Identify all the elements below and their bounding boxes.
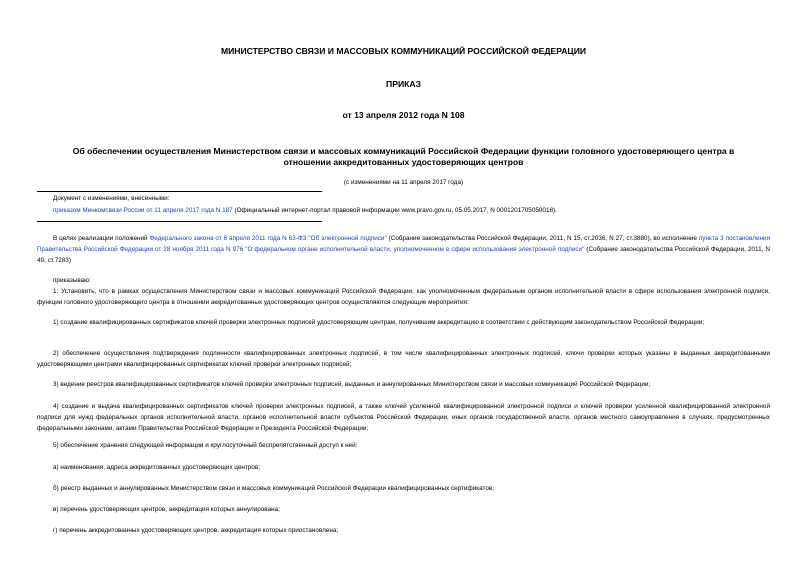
changes-label: Документ с изменениями, внесенными: [53, 195, 170, 202]
federal-law-link[interactable]: Федерального закона от 6 апреля 2011 года N 63-ФЗ "Об электронной подписи" [149, 235, 387, 242]
ministry-heading: МИНИСТЕРСТВО СВЯЗИ И МАССОВЫХ КОММУНИКАЦИЙ РОССИЙСКОЙ ФЕДЕРАЦИИ [220, 46, 587, 56]
preamble-text-3: (Собрание законодательства Российской Федерации, 2011, N 49, ст.7283) [37, 245, 770, 264]
paragraph-subitem-a: а) наименования, адреса аккредитованных удостоверяющих центров; [53, 464, 260, 471]
amending-order-link[interactable]: приказом Минкомсвязи России от 11 апреля 2017 года N 187 [53, 207, 233, 214]
order-word: приказываю: [53, 277, 91, 284]
paragraph-item-1: 1) создание квалифицированных сертификатов ключей проверки электронных подписей удостоверяющим центрам, получившим аккредитацию в соответствии с действующим законодательством Российской Федерации; [53, 319, 705, 326]
paragraph-subitem-b: б) реестр выданных и аннулированных Министерством связи и массовых коммуникаций Российской Федерации квалифицированных сертификатов; [53, 485, 495, 492]
paragraph-item-4: 4) создание и выдача квалифицированных сертификатов ключей проверки электронных подписей, а также ключей усиленной квалифицированной электронной подписи и ключей проверки усиленной квалифицированной электронной подписи для нужд федеральных органов исполнительной власти, органов исполнительной власти субъектов Российской Федерации, иных органов государственной власти, органов местного самоуправления в случаях, предусмотренных федеральными законами, актами Правительства Российской Федерации и Президента Российской Федерации; [37, 403, 770, 432]
amendments-note: (с изменениями на 11 апреля 2017 года) [343, 179, 464, 186]
changes-top-rule [37, 191, 322, 192]
paragraph-subitem-v: в) перечень удостоверяющих центров, аккредитация которых аннулирована; [53, 506, 280, 513]
changes-bottom-rule [37, 221, 322, 222]
preamble-text-1: В целях реализации положений [53, 235, 150, 242]
paragraph-item-5: 5) обеспечение хранения следующей информации и круглосуточный беспрепятственный доступ к ней: [53, 442, 358, 449]
date-number-heading: от 13 апреля 2012 года N 108 [342, 110, 465, 120]
document-title-line-1: Об обеспечении осуществления Министерством связи и массовых коммуникаций Российской Федерации функции головного удостоверяющего центра в [72, 146, 735, 156]
document-title-line-2: отношении аккредитованных удостоверяющих центров [283, 157, 524, 167]
changes-entry-text: (Официальный интернет-портал правовой информации www.pravo.gov.ru, 05.05.2017, N 0001201705050018). [232, 207, 557, 214]
paragraph-subitem-g: г) перечень аккредитованных удостоверяющих центров, аккредитация которых приостановлена; [53, 527, 339, 534]
doc-type-heading: ПРИКАЗ [386, 79, 421, 89]
paragraph-item-2: 2) обеспечение осуществления подтверждения подлинности квалифицированных электронных подписей, в том числе квалифицированных электронных подписей, ключи проверки которых указаны в выданных аккредитованными удостоверяющими центрами квалифицированных сертификатах ключей проверки электронных подписей; [37, 350, 770, 368]
paragraph-item-3: 3) ведение реестров квалифицированных сертификатов ключей проверки электронных подписей, выданных и аннулированных Министерством связи и массовых коммуникаций Российской Федерации; [53, 381, 651, 388]
changes-entry [53, 206, 773, 217]
paragraph-1: 1. Установить, что в рамках осуществления Министерством связи и массовых коммуникаций Российской Федерации, как уполномоченным федеральным органом исполнительной власти в сфере использования электронной подписи, функции головного удостоверяющего центра в отношении аккредитованных удостоверяющих центров осуществляются следующие мероприятия: [37, 288, 770, 306]
preamble-text-2: (Собрание законодательства Российской Федерации, 2011, N 15, ст.2036, N 27, ст.3880), во исполнение [386, 235, 699, 242]
preamble-paragraph [37, 234, 770, 266]
government-decree-link[interactable]: пункта 3 постановления Правительства Российской Федерации от 28 ноября 2011 года N 976 "О федеральном органе исполнительной власти, уполномоченном в сфере использования электронной подписи" [37, 235, 770, 253]
